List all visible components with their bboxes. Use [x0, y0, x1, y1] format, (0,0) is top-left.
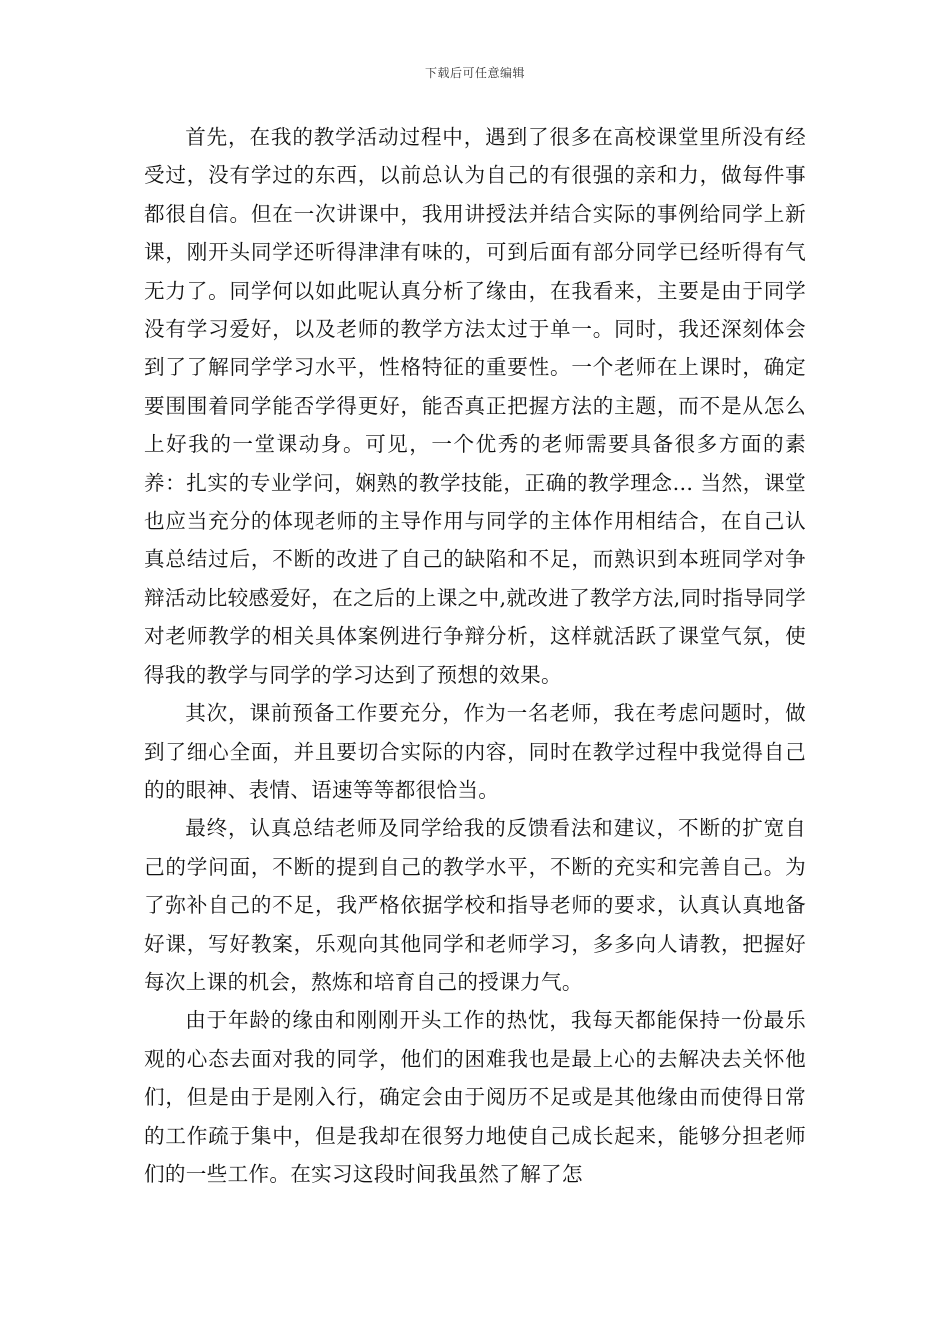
paragraph-3: 最终，认真总结老师及同学给我的反馈看法和建议，不断的扩宽自己的学问面，不断的提到自己的教学水平，不断的充实和完善自己。为了弥补自己的不足，我严格依据学校和指导老师的要求，认真认真地备好课，写好教案，乐观向其他同学和老师学习，多多向人请教，把握好每次上课的机会，熬炼和培育自己的授课力气。 — [144, 816, 806, 994]
paragraph-1: 首先，在我的教学活动过程中，遇到了很多在高校课堂里所没有经受过，没有学过的东西，以前总认为自己的有很强的亲和力，做每件事都很自信。但在一次讲课中，我用讲授法并结合实际的事例给同学上新课，刚开头同学还听得津津有味的，可到后面有部分同学已经听得有气无力了。同学何以如此呢认真分析了缘由，在我看来，主要是由于同学没有学习爱好，以及老师的教学方法太过于单一。同时，我还深刻体会到了了解同学学习水平，性格特征的重要性。一个老师在上课时，确定要围围着同学能否学得更好，能否真正把握方法的主题，而不是从怎么上好我的一堂课动身。可见，一个优秀的老师需要具备很多方面的素养：扎实的专业学问，娴熟的教学技能，正确的教学理念… 当然，课堂也应当充分的体现老师的主导作用与同学的主体作用相结合，在自己认真总结过后，不断的改进了自己的缺陷和不足，而熟识到本班同学对争辩活动比较感爱好，在之后的上课之中,就改进了教学方法,同时指导同学对老师教学的相关具体案例进行争辩分析，这样就活跃了课堂气氛，使得我的教学与同学的学习达到了预想的效果。 — [144, 125, 806, 687]
paragraph-2: 其次，课前预备工作要充分，作为一名老师，我在考虑问题时，做到了细心全面，并且要切合实际的内容，同时在教学过程中我觉得自己的的眼神、表情、语速等等都很恰当。 — [144, 701, 806, 802]
page-header-note: 下载后可任意编辑 — [424, 66, 525, 80]
document-body — [144, 118, 806, 1193]
paragraph-4: 由于年龄的缘由和刚刚开头工作的热忱，我每天都能保持一份最乐观的心态去面对我的同学，他们的困难我也是最上心的去解决去关怀他们，但是由于是刚入行，确定会由于阅历不足或是其他缘由而使得日常的工作疏于集中，但是我却在很努力地使自己成长起来，能够分担老师们的一些工作。在实习这段时间我虽然了解了怎 — [144, 1008, 806, 1186]
